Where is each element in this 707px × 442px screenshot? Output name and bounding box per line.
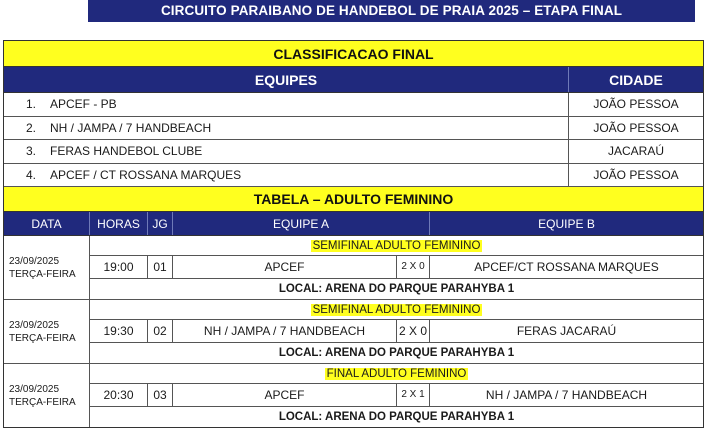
results-sheet [3, 40, 704, 428]
match-venue: LOCAL: ARENA DO PARQUE PARAHYBA 1 [278, 411, 515, 423]
col-data: DATA [4, 212, 90, 235]
match-time: 20:30 [90, 384, 148, 406]
weekday: TERÇA-FEIRA [9, 396, 76, 408]
position: 4. [26, 167, 37, 182]
classification-row [4, 140, 703, 164]
schedule-title: TABELA – ADULTO FEMININO [4, 187, 703, 212]
team-b: FERAS JACARAÚ [516, 324, 617, 338]
match-phase: FINAL ADULTO FEMININO [90, 364, 703, 384]
team-name: NH / JAMPA / 7 HANDBEACH [50, 120, 212, 135]
match-block [4, 364, 703, 427]
match-number: 02 [148, 320, 173, 342]
col-equipe-a: EQUIPE A [173, 212, 430, 235]
team-a: APCEF [173, 256, 397, 278]
weekday: TERÇA-FEIRA [9, 268, 76, 280]
game-row [90, 320, 703, 343]
match-date [4, 236, 90, 299]
team-b: NH / JAMPA / 7 HANDBEACH [485, 388, 648, 402]
classification-row [4, 117, 703, 141]
col-jg: JG [148, 212, 173, 235]
position: 1. [26, 97, 37, 111]
match-venue: LOCAL: ARENA DO PARQUE PARAHYBA 1 [278, 347, 515, 359]
match-score: 2 X 1 [397, 384, 430, 406]
match-phase: SEMIFINAL ADULTO FEMININO [90, 236, 703, 256]
position: 2. [26, 120, 37, 135]
match-score: 2 X 0 [397, 320, 430, 342]
game-row [90, 384, 703, 407]
match-number: 01 [148, 256, 173, 278]
team-name: APCEF - PB [50, 97, 117, 111]
match-date [4, 300, 90, 363]
weekday: TERÇA-FEIRA [9, 332, 76, 344]
team-name: APCEF / CT ROSSANA MARQUES [50, 167, 242, 182]
match-date [4, 364, 90, 427]
game-row [90, 256, 703, 279]
date: 23/09/2025 [9, 255, 60, 267]
match-time: 19:00 [90, 256, 148, 278]
classification-row [4, 93, 703, 117]
col-horas: HORAS [90, 212, 148, 235]
classification-row [4, 164, 703, 188]
team-city: JOÃO PESSOA [593, 120, 679, 135]
team-city: JOÃO PESSOA [593, 167, 679, 182]
date: 23/09/2025 [9, 319, 60, 331]
position: 3. [26, 144, 37, 158]
match-time: 19:30 [90, 320, 148, 342]
team-city: JOÃO PESSOA [593, 97, 679, 111]
col-cidade: CIDADE [609, 72, 663, 88]
match-block [4, 300, 703, 364]
page-title: CIRCUITO PARAIBANO DE HANDEBOL DE PRAIA 2025 – ETAPA FINAL [88, 0, 695, 22]
team-name: FERAS HANDEBOL CLUBE [50, 144, 203, 158]
col-equipes: EQUIPES [4, 67, 569, 92]
col-equipe-b: EQUIPE B [538, 217, 595, 231]
team-a: APCEF [173, 384, 397, 406]
classification-header [4, 67, 703, 93]
match-block [4, 236, 703, 300]
schedule-header [4, 212, 703, 236]
date: 23/09/2025 [9, 383, 60, 395]
match-score: 2 X 0 [397, 256, 430, 278]
team-b: APCEF/CT ROSSANA MARQUES [474, 260, 659, 274]
match-number: 03 [148, 384, 173, 406]
match-venue: LOCAL: ARENA DO PARQUE PARAHYBA 1 [278, 283, 515, 295]
team-a: NH / JAMPA / 7 HANDBEACH [173, 320, 397, 342]
team-city: JACARAÚ [607, 144, 664, 158]
classification-title: CLASSIFICACAO FINAL [4, 41, 703, 67]
match-phase: SEMIFINAL ADULTO FEMININO [90, 300, 703, 320]
